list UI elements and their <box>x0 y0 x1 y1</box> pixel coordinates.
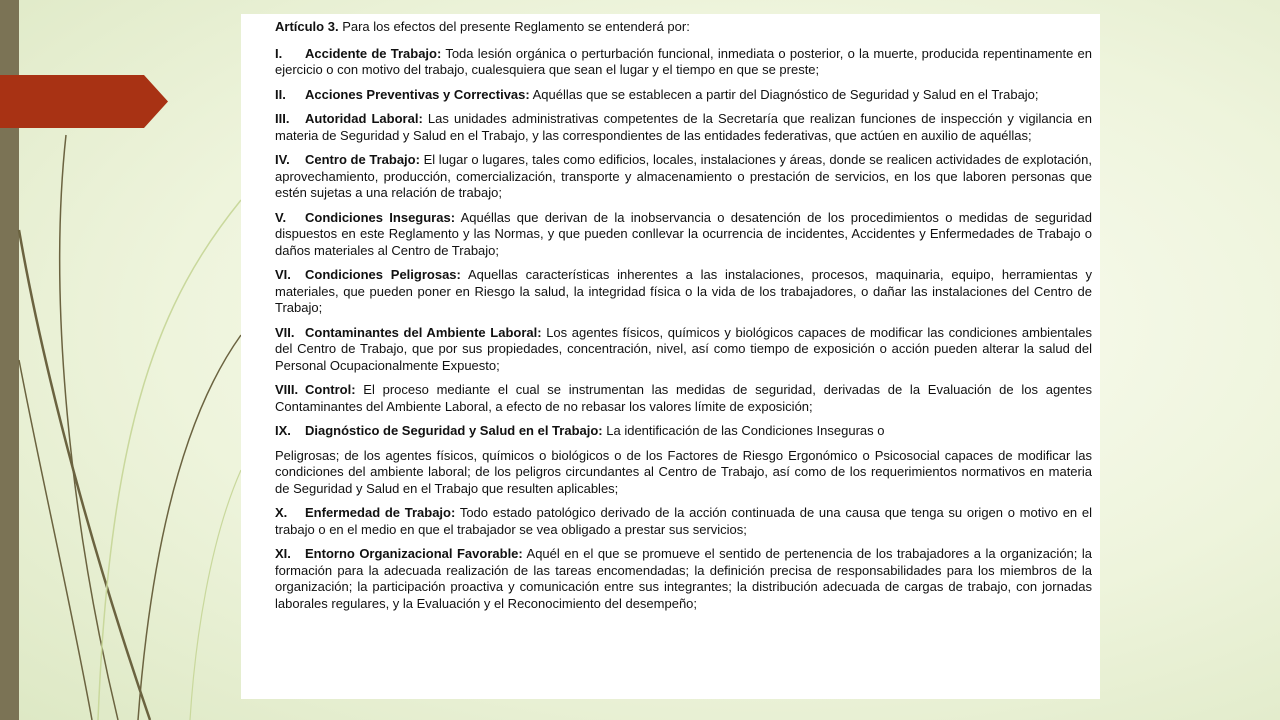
curve-6 <box>190 470 241 720</box>
item-term: Condiciones Peligrosas: <box>305 267 461 282</box>
definition-item <box>275 505 1092 538</box>
item-number: I. <box>275 45 283 61</box>
item-term: Control: <box>305 382 356 397</box>
item-text: Toda lesión orgánica o perturbación funcional, inmediata o posterior, o la muerte, producida repentinamente en ejercicio o con motivo del trabajo, cualesquiera que sean el lugar y el tiempo en que se preste; <box>275 45 1093 77</box>
definition-item <box>275 152 1092 202</box>
item-text: Aquéllas que derivan de la inobservancia o desatención de los procedimientos o medidas de seguridad dispuestos en este Reglamento y las Normas, y que pueden conllevar la ocurrencia de incidentes, Accidentes y Enfermedades de Trabajo o daños materiales al Centro de Trabajo; <box>275 209 1092 258</box>
item-term: Diagnóstico de Seguridad y Salud en el Trabajo: <box>305 423 603 438</box>
item-term: Contaminantes del Ambiente Laboral: <box>305 324 542 340</box>
article-heading: Artículo 3. <box>275 19 339 34</box>
curve-4 <box>98 200 241 720</box>
definition-item <box>275 325 1092 375</box>
definition-item <box>275 423 1092 440</box>
document-page <box>241 14 1100 699</box>
article-intro-text: Para los efectos del presente Reglamento se entenderá por: <box>342 19 690 34</box>
item-number: IV. <box>275 152 290 167</box>
item-number: X. <box>275 505 288 520</box>
curve-2 <box>60 135 118 720</box>
item-number: VI. <box>275 267 291 282</box>
item-text: Aquellas características inherentes a las instalaciones, procesos, maquinaria, equipo, herramientas y materiales, que pueden poner en Riesgo la salud, la integridad física o la vida de los trabajadores, o dañar las instalaciones del Centro de Trabajo; <box>275 267 1092 315</box>
accent-arrow-shape <box>0 75 168 128</box>
item-text: Las unidades administrativas competentes de la Secretaría que realizan funciones de inspección y vigilancia en materia de Seguridad y Salud en el Trabajo, y las correspondientes de las entidades federativas, que actúen en auxilio de aquéllas; <box>275 111 1092 143</box>
item-number: II. <box>275 86 286 102</box>
item-term: Autoridad Laboral: <box>305 111 423 126</box>
item-text: La identificación de las Condiciones Inseguras o <box>606 423 885 438</box>
item-text: El proceso mediante el cual se instrumentan las medidas de seguridad, derivadas de la Evaluación de los agentes Contaminantes del Ambiente Laboral, a efecto de no rebasar los valores límite de exposición; <box>275 382 1092 414</box>
item-text: Aquéllas que se establecen a partir del Diagnóstico de Seguridad y Salud en el Trabajo; <box>532 86 1039 102</box>
definition-item <box>275 46 1092 79</box>
item-text: Peligrosas; de los agentes físicos, químicos o biológicos o de los Factores de Riesgo Ergonómico o Psicosocial capaces de modificar las condiciones del ambiente laboral; de los peligros circundantes al Centro de Trabajo, así como de los requerimientos normativos en materia de Seguridad y Salud en el Trabajo que resulten aplicables; <box>275 447 1092 496</box>
curve-1 <box>19 230 150 720</box>
item-term: Centro de Trabajo: <box>305 152 420 167</box>
item-text: El lugar o lugares, tales como edificios, locales, instalaciones y áreas, donde se realicen actividades de explotación, aprovechamiento, producción, comercialización, transporte y almacenamiento o prestación de servicios, en los que laboren personas que estén sujetas a una relación de trabajo; <box>275 152 1092 200</box>
definition-item <box>275 210 1092 260</box>
item-term: Enfermedad de Trabajo: <box>305 505 456 520</box>
definition-item <box>275 448 1092 498</box>
definition-item <box>275 111 1092 144</box>
curve-5 <box>138 335 241 720</box>
definition-item <box>275 87 1092 104</box>
item-number: VIII. <box>275 382 299 397</box>
item-term: Condiciones Inseguras: <box>305 209 456 225</box>
item-text: Los agentes físicos, químicos y biológicos capaces de modificar las condiciones ambientales del Centro de Trabajo, que por sus propiedades, concentración, nivel, así como tiempo de exposición o acción pueden alterar la salud del Personal Ocupacionalmente Expuesto; <box>275 324 1092 373</box>
definition-item <box>275 382 1092 415</box>
item-number: XI. <box>275 546 291 561</box>
definition-item <box>275 267 1092 317</box>
item-text: Aquél en el que se promueve el sentido de pertenencia de los trabajadores a la organización; la formación para la adecuada realización de las tareas encomendadas; la definición precisa de responsabilidades para los miembros de la organización; la participación proactiva y comunicación entre sus integrantes; la distribución adecuada de cargas de trabajo, con jornadas laborales regulares, y la Evaluación y el Reconocimiento del desempeño; <box>275 546 1093 611</box>
curve-3 <box>19 360 92 720</box>
item-number: III. <box>275 111 290 126</box>
item-term: Acciones Preventivas y Correctivas: <box>305 86 530 102</box>
definition-item <box>275 546 1092 612</box>
item-term: Entorno Organizacional Favorable: <box>305 546 523 561</box>
item-number: IX. <box>275 423 291 438</box>
item-term: Accidente de Trabajo: <box>305 45 442 61</box>
article-intro <box>275 19 1092 36</box>
item-text: Todo estado patológico derivado de la acción continuada de una causa que tenga su origen o motivo en el trabajo o en el medio en que el trabajador se vea obligado a prestar sus servicios; <box>275 505 1092 537</box>
item-number: V. <box>275 209 287 225</box>
item-number: VII. <box>275 324 295 340</box>
